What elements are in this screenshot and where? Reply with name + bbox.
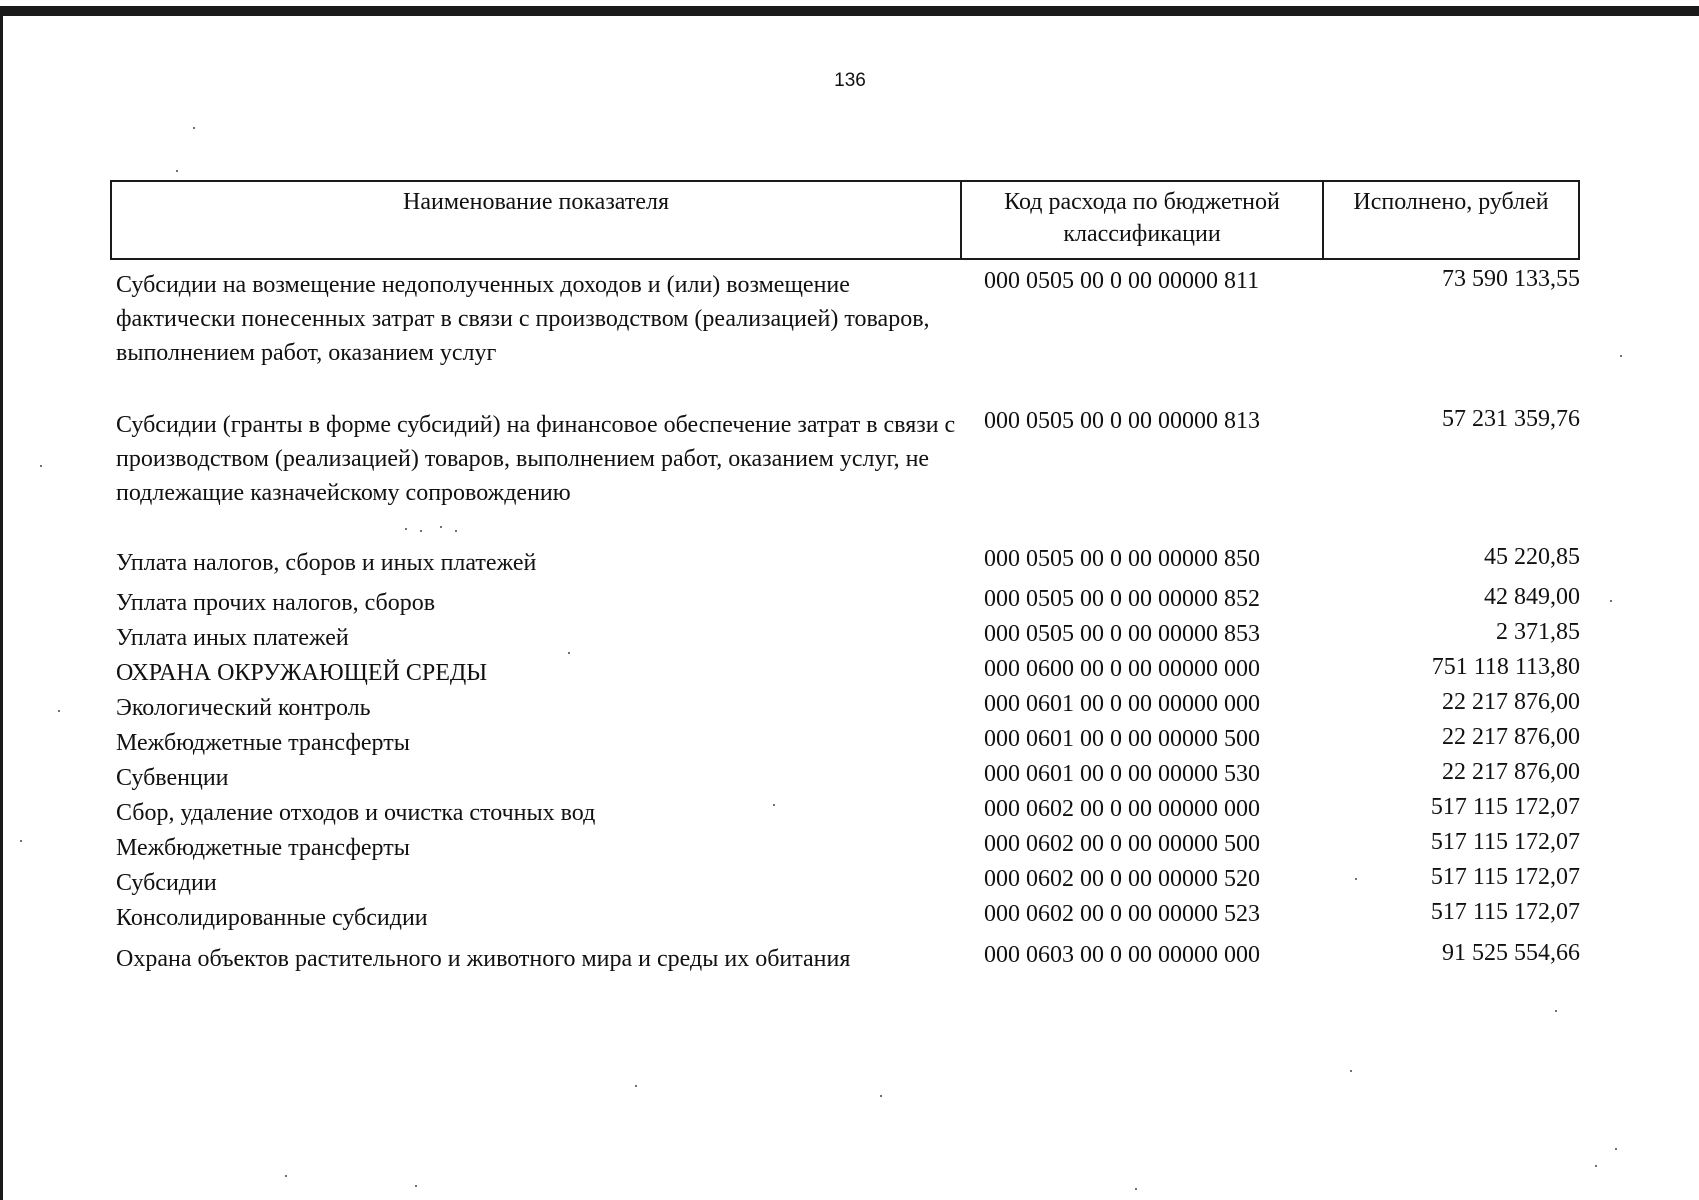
header-name-column: Наименование показателя <box>112 182 962 258</box>
row-name: Консолидированные субсидии <box>116 905 428 931</box>
row-code: 000 0601 00 0 00 00000 000 <box>984 691 1260 717</box>
row-name: Уплата прочих налогов, сборов <box>116 590 436 616</box>
scan-speck <box>635 1085 637 1087</box>
row-code: 000 0505 00 0 00 00000 850 <box>984 546 1260 572</box>
row-value: 517 115 172,07 <box>1430 829 1580 855</box>
scan-speck <box>440 526 442 528</box>
header-code-column: Код расхода по бюджетной классификации <box>962 182 1324 258</box>
scan-speck <box>1610 600 1612 602</box>
row-code: 000 0602 00 0 00 00000 520 <box>984 866 1260 892</box>
row-value: 517 115 172,07 <box>1430 899 1580 925</box>
scan-speck <box>880 1095 882 1097</box>
row-value: 91 525 554,66 <box>1442 940 1580 966</box>
row-value: 22 217 876,00 <box>1442 759 1580 785</box>
row-name: Уплата налогов, сборов и иных платежей <box>116 550 537 576</box>
row-value: 517 115 172,07 <box>1430 794 1580 820</box>
row-value: 73 590 133,55 <box>1442 266 1580 292</box>
row-name: Межбюджетные трансферты <box>116 835 410 861</box>
row-name: Сбор, удаление отходов и очистка сточных вод <box>116 800 596 826</box>
row-code: 000 0505 00 0 00 00000 852 <box>984 586 1260 612</box>
row-value: 22 217 876,00 <box>1442 689 1580 715</box>
scan-speck <box>568 652 570 654</box>
row-code: 000 0600 00 0 00 00000 000 <box>984 656 1260 682</box>
table-header <box>110 180 1580 260</box>
row-code: 000 0601 00 0 00 00000 530 <box>984 761 1260 787</box>
page-number: 136 <box>834 70 866 91</box>
header-executed-column: Исполнено, рублей <box>1353 189 1549 215</box>
row-code: 000 0505 00 0 00 00000 853 <box>984 621 1260 647</box>
row-name: Межбюджетные трансферты <box>116 730 410 756</box>
scan-speck <box>1135 1188 1137 1190</box>
row-value: 45 220,85 <box>1484 544 1580 570</box>
scan-speck <box>58 710 60 712</box>
scan-speck <box>455 530 457 532</box>
row-name: Уплата иных платежей <box>116 625 349 651</box>
scan-speck <box>1595 1165 1597 1167</box>
row-value: 751 118 113,80 <box>1431 654 1580 680</box>
row-name: Охрана объектов растительного и животного мира и среды их обитания <box>116 946 851 972</box>
row-code: 000 0602 00 0 00 00000 000 <box>984 796 1260 822</box>
row-code: 000 0601 00 0 00 00000 500 <box>984 726 1260 752</box>
row-name: Субсидии <box>116 870 217 896</box>
row-value: 2 371,85 <box>1496 619 1580 645</box>
row-value: 57 231 359,76 <box>1442 406 1580 432</box>
scan-speck <box>405 528 407 530</box>
row-name: Экологический контроль <box>116 695 371 721</box>
row-value: 517 115 172,07 <box>1430 864 1580 890</box>
scan-frame-left <box>0 6 3 1200</box>
scan-speck <box>40 465 42 467</box>
row-name: Субсидии (гранты в форме субсидий) на финансовое обеспечение затрат в связи с производством (реализацией) товаров, выполнением работ, оказанием услуг, не подлежащие казначейскому сопровождению <box>116 412 956 506</box>
scan-speck <box>285 1175 287 1177</box>
row-code: 000 0603 00 0 00 00000 000 <box>984 942 1260 968</box>
row-name: Субсидии на возмещение недополученных доходов и (или) возмещение фактически понесенных затрат в связи с производством (реализацией) товаров, выполнением работ, оказанием услуг <box>116 272 930 366</box>
row-value: 22 217 876,00 <box>1442 724 1580 750</box>
row-code: 000 0602 00 0 00 00000 500 <box>984 831 1260 857</box>
scan-speck <box>420 530 422 532</box>
scan-speck <box>773 804 775 806</box>
row-name: ОХРАНА ОКРУЖАЮЩЕЙ СРЕДЫ <box>116 660 488 686</box>
scan-speck <box>20 840 22 842</box>
row-code: 000 0505 00 0 00 00000 813 <box>984 408 1260 434</box>
scan-speck <box>1355 878 1357 880</box>
scan-speck <box>193 127 195 129</box>
scan-frame-top <box>0 6 1699 16</box>
scan-speck <box>176 170 178 172</box>
row-name: Субвенции <box>116 765 229 791</box>
scan-speck <box>1555 1010 1557 1012</box>
scan-speck <box>1350 1070 1352 1072</box>
scan-speck <box>415 1185 417 1187</box>
row-code: 000 0505 00 0 00 00000 811 <box>984 268 1260 294</box>
scan-speck <box>1620 355 1622 357</box>
scan-speck <box>1615 1148 1617 1150</box>
row-code: 000 0602 00 0 00 00000 523 <box>984 901 1260 927</box>
row-value: 42 849,00 <box>1484 584 1580 610</box>
